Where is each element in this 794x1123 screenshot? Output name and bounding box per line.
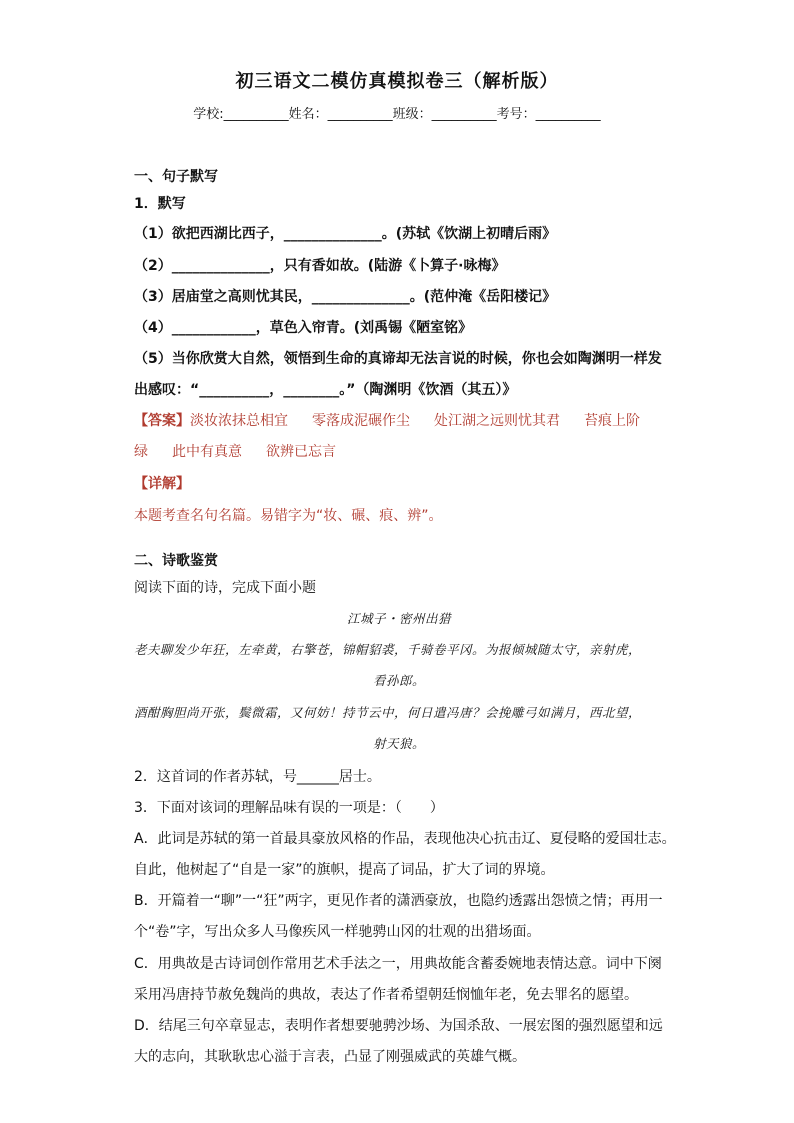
- option-a: A．此词是苏轼的第一首最具豪放风格的作品，表现他决心抗击辽、夏侵略的爱国壮志。: [134, 831, 676, 847]
- option-b-cont: 个“卷”字，写出众多人马像疾风一样驰骋山冈的壮观的出猎场面。: [134, 924, 541, 940]
- option-c: C．用典故是古诗词创作常用艺术手法之一，用典故能含蓄委婉地表情达意。词中下阕: [134, 956, 662, 972]
- option-c-cont: 采用冯唐持节赦免魏尚的典故，表达了作者希望朝廷悯恤年老，免去罪名的愿望。: [134, 987, 638, 1003]
- page-title: 初三语文二模仿真模拟卷三（解析版）: [235, 71, 559, 92]
- poem-title: 江城子・密州出猎: [346, 611, 451, 626]
- option-b: B．开篇着一“聊”一“狂”两字，更见作者的潇洒豪放，也隐约透露出怨愤之情；再用一: [134, 893, 663, 909]
- answer-line-1: [134, 410, 664, 430]
- dictation-item-3: （3）居庙堂之高则忧其民，______________。(范仲淹《岳阳楼记》: [134, 289, 557, 305]
- dictation-item-5-cont: 出感叹：“__________，________。”（陶渊明《饮酒（其五）》: [134, 382, 517, 398]
- option-d-cont: 大的志向，其耿耿忠心溢于言表，凸显了刚强威武的英雄气概。: [134, 1049, 526, 1065]
- poem-line: 老夫聊发少年狂，左牵黄，右擎苍，锦帽貂裘，千骑卷平冈。为报倾城随太守，亲射虎，: [134, 642, 642, 657]
- dictation-item-1: （1）欲把西湖比西子，______________。(苏轼《饮湖上初晴后雨》: [134, 226, 557, 242]
- explain-text: 本题考查名句名篇。易错字为“妆、碾、痕、辨”。: [134, 508, 443, 524]
- option-a-cont: 自此，他树起了“自是一家”的旗帜，提高了词品，扩大了词的界境。: [134, 862, 555, 878]
- question-1-label: 1．默写: [134, 196, 186, 212]
- section-heading-dictation: 一、句子默写: [134, 169, 218, 185]
- answer-item: 苔痕上阶: [584, 413, 640, 429]
- poem-line: 看孙郎。: [372, 673, 425, 688]
- section-heading-poetry: 二、诗歌鉴赏: [134, 553, 218, 569]
- dictation-item-4: （4）____________，草色入帘青。(刘禹锡《陋室铭》: [134, 320, 473, 336]
- answer-item: 此中有真意: [172, 444, 242, 460]
- answer-item: 绿: [134, 444, 148, 460]
- explain-tag: 【详解】: [134, 476, 190, 492]
- dictation-item-2: （2）______________，只有香如故。(陆游《卜算子·咏梅》: [134, 258, 506, 274]
- dictation-item-5: （5）当你欣赏大自然，领悟到生命的真谛却无法言说的时候，你也会如陶渊明一样发: [134, 351, 662, 367]
- answer-tag: 【答案】: [134, 413, 190, 429]
- answer-item: 淡妆浓抹总相宜: [190, 413, 288, 429]
- poem-line: 射天狼。: [372, 736, 425, 751]
- answer-line-2: [134, 441, 664, 461]
- option-d: D．结尾三句卒章显志，表明作者想要驰骋沙场、为国杀敌、一展宏图的强烈愿望和远: [134, 1018, 663, 1034]
- reading-intro: 阅读下面的诗，完成下面小题: [134, 580, 316, 596]
- student-info-line: 学校:__________姓名：__________班级：__________考号：__________: [193, 107, 601, 122]
- question-2: 2．这首词的作者苏轼，号______居士。: [134, 769, 381, 785]
- answer-item: 处江湖之远则忧其君: [434, 413, 560, 429]
- poem-line: 酒酣胸胆尚开张，鬓微霜，又何妨！持节云中，何日遣冯唐？会挽雕弓如满月，西北望，: [134, 705, 642, 720]
- answer-item: 欲辨已忘言: [266, 444, 336, 460]
- question-3: 3．下面对该词的理解品味有误的一项是：（ ）: [134, 800, 444, 816]
- answer-item: 零落成泥碾作尘: [312, 413, 410, 429]
